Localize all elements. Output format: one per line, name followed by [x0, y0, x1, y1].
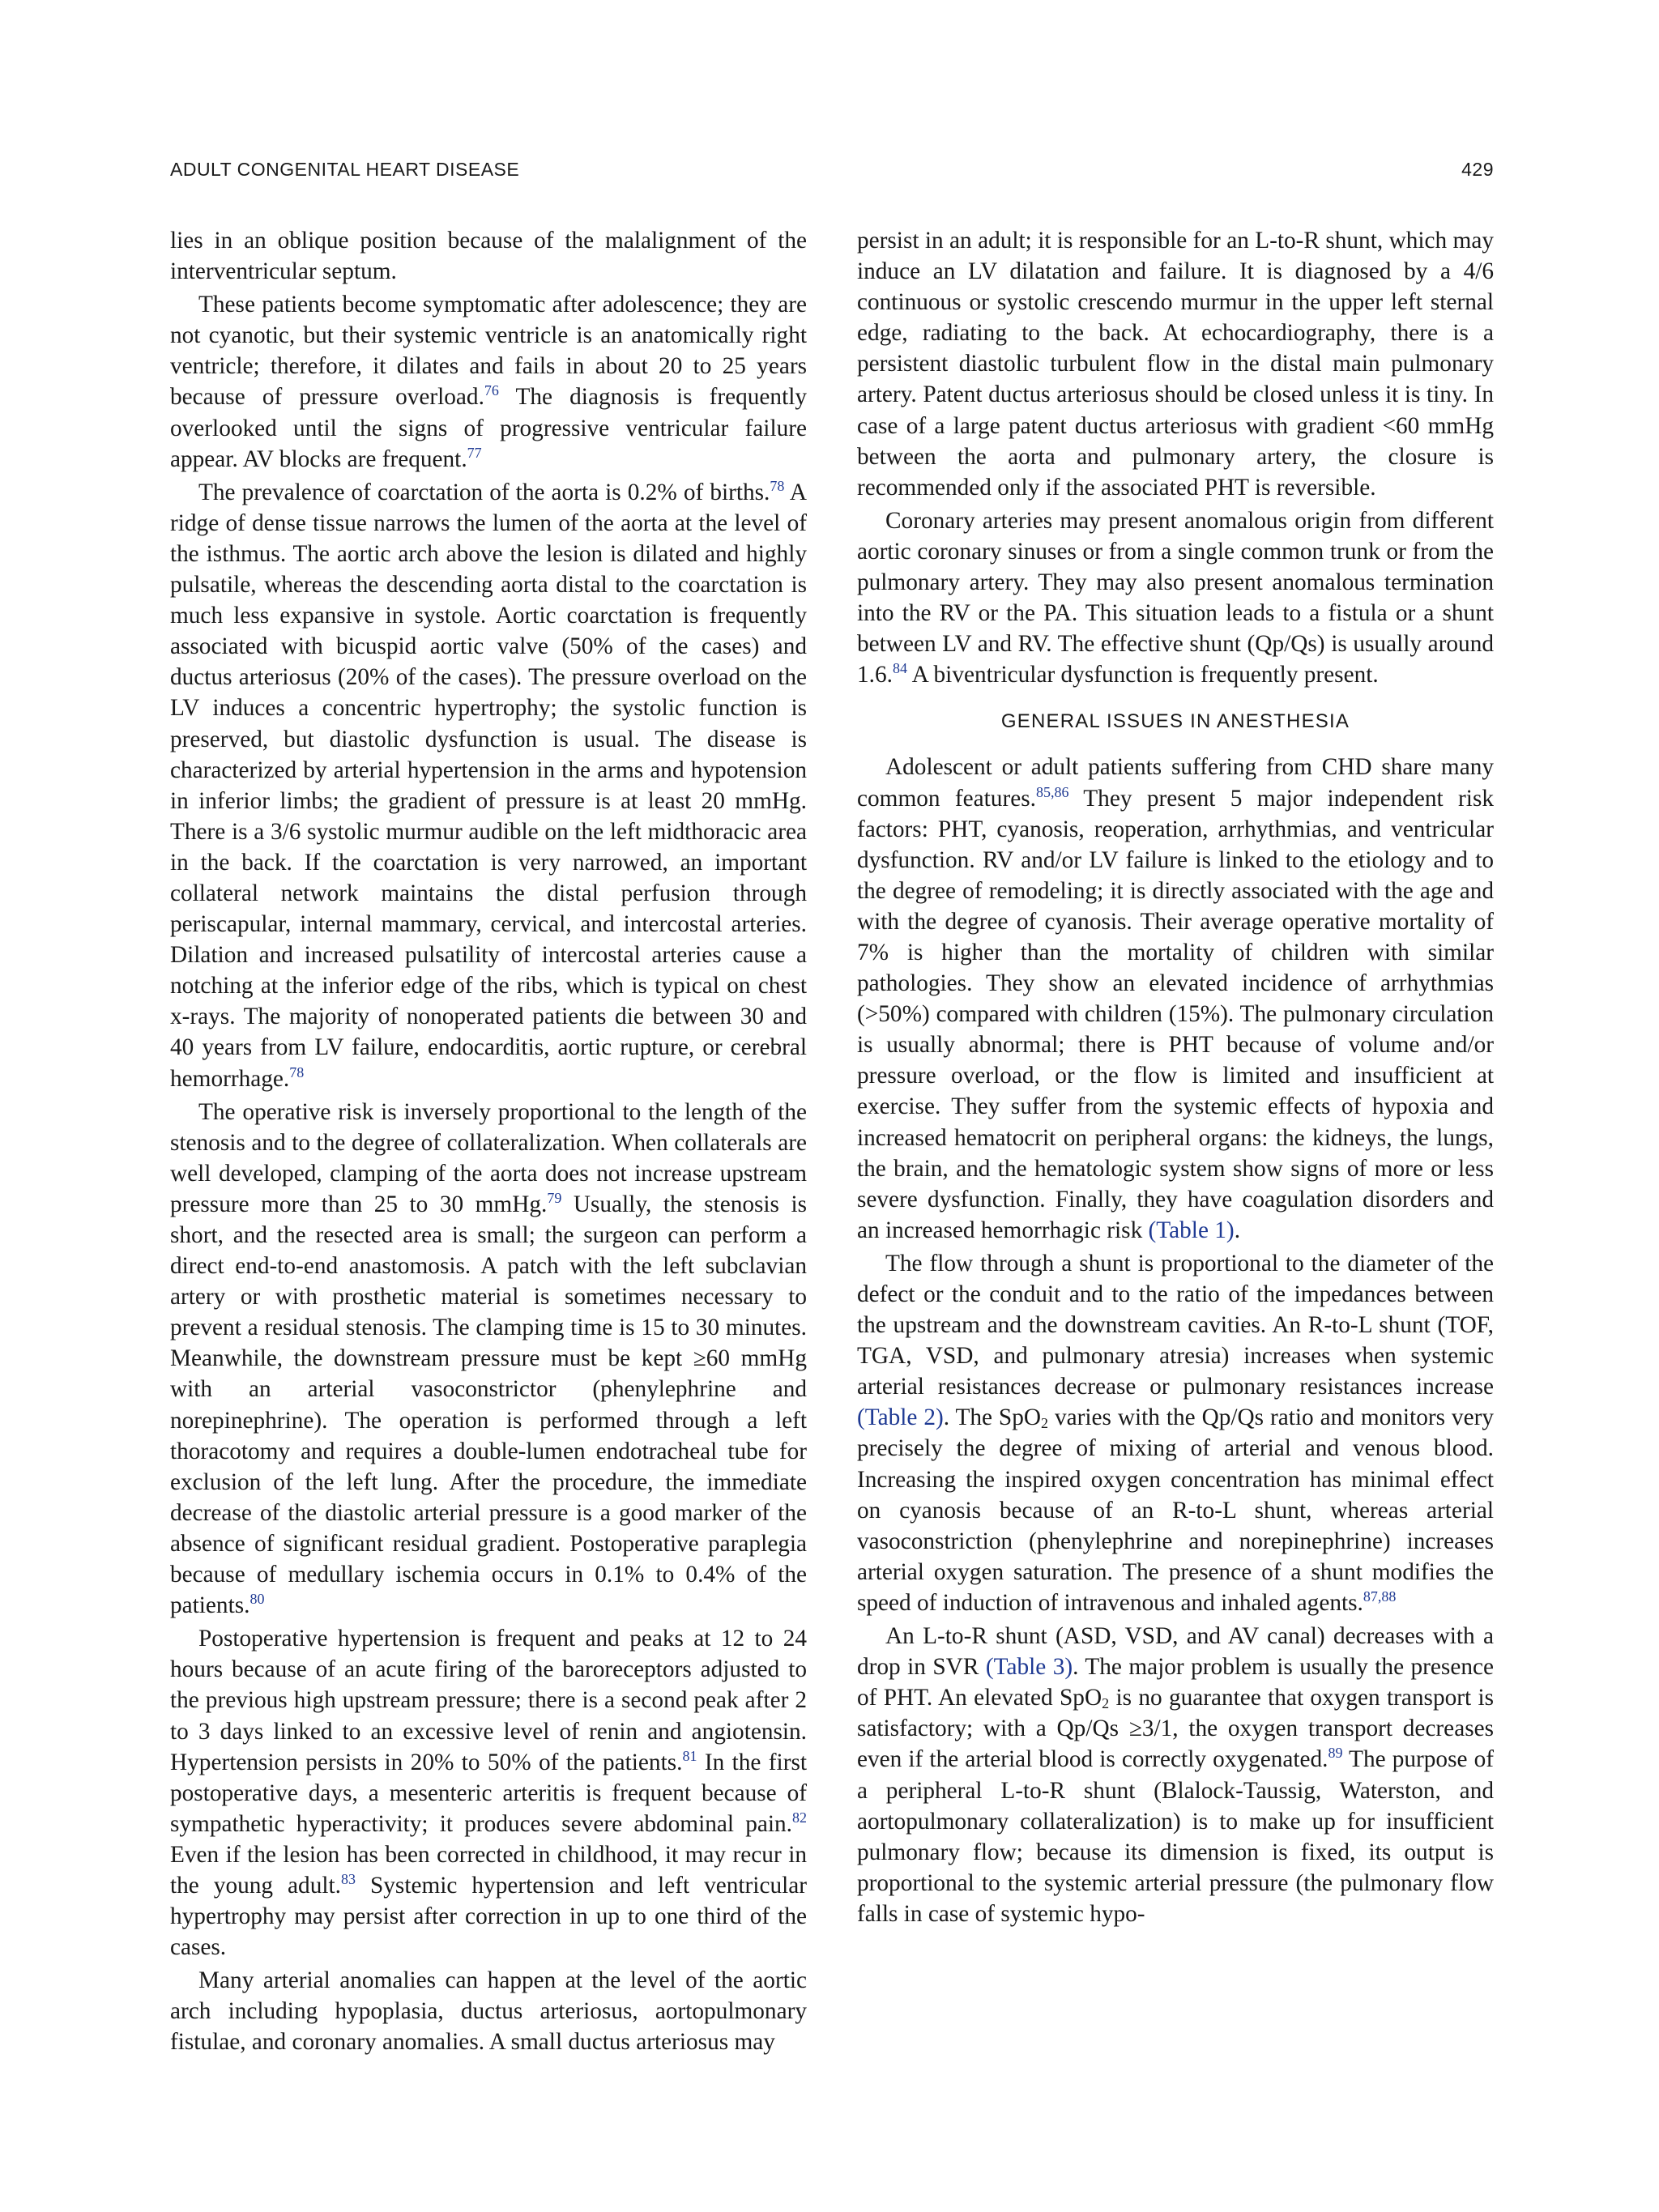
- reference-link[interactable]: 78: [770, 477, 785, 494]
- reference-link[interactable]: 76: [484, 382, 499, 399]
- section-heading: GENERAL ISSUES IN ANESTHESIA: [1000, 710, 1350, 733]
- reference-link[interactable]: 81: [682, 1747, 697, 1764]
- paragraph: [170, 225, 807, 287]
- paragraph: [857, 752, 1494, 1246]
- paragraph-text: Postoperative hypertension is frequent and peaks at 12 to 24 hours because of an acute firing of the baroreceptors adjusted to the previous high upstream pressure; there is a second peak after 2 to 3 days linked to an excessive level of renin and angiotensin. Hypertension persists in 20% to 50% of the patients.: [170, 1626, 807, 1775]
- reference-link[interactable]: 79: [547, 1189, 562, 1206]
- paragraph-text: The diagnosis is frequently overlooked until the signs of progressive ventricular failure appear. AV blocks are frequent.: [170, 384, 807, 472]
- paragraph: [857, 1248, 1494, 1618]
- paragraph: [170, 1623, 807, 1963]
- reference-link[interactable]: 82: [792, 1809, 807, 1826]
- reference-link[interactable]: 77: [467, 444, 482, 461]
- paragraph-text: Coronary arteries may present anomalous origin from different aortic coronary sinuses or from a single common trunk or from the pulmonary artery. They may also present anomalous termination into the RV or the PA. This situation leads to a fistula or a shunt between LV and RV. The effective shunt (Qp/Qs) is usually around 1.6.: [857, 507, 1494, 688]
- paragraph-text: They present 5 major independent risk factors: PHT, cyanosis, reoperation, arrhythmias, and ventricular dysfunction. RV and/or LV failure is linked to the etiology and to the degree of remodeling; it is directly associated with the age and with the degree of cyanosis. Their average operative mortality of 7% is higher than the mortality of children with similar pathologies. They show an elevated incidence of arrhythmias (>50%) compared with children (15%). The pulmonary circulation is usually abnormal; there is PHT because of volume and/or pressure overload, or the flow is limited and insufficient at exercise. They suffer from the systemic effects of hypoxia and increased hematocrit on peripheral organs: the kidneys, the lungs, the brain, and the hematologic system show signs of more or less severe dysfunction. Finally, they have coagulation disorders and an increased hemorrhagic risk: [857, 785, 1495, 1243]
- paragraph: [170, 289, 807, 475]
- reference-link[interactable]: 89: [1328, 1745, 1343, 1762]
- reference-link[interactable]: 83: [340, 1870, 356, 1887]
- right-column: [857, 225, 1494, 1932]
- left-column: [170, 225, 807, 2061]
- table-link[interactable]: (Table 2): [857, 1404, 944, 1431]
- paragraph-text: The purpose of a peripheral L-to-R shunt (Blalock-Taussig, Waterston, and aortopulmonary collateralization) is to make up for insufficient pulmonary flow; because its dimension is fixed, its output is proportional to the systemic arterial pressure (the pulmonary flow falls in case of systemic hypo-: [857, 1746, 1494, 1927]
- subscript: 2: [1041, 1415, 1049, 1432]
- table-link[interactable]: (Table 3): [985, 1654, 1073, 1681]
- paragraph-text: The operative risk is inversely proportional to the length of the stenosis and to the degree of collateralization. When collaterals are well developed, clamping of the aorta does not increase upstream pressure more than 25 to 30 mmHg.: [170, 1098, 807, 1217]
- paragraph-text: The prevalence of coarctation of the aorta is 0.2% of births.: [198, 479, 770, 505]
- paragraph: [170, 1097, 807, 1622]
- paragraph-text: .: [1234, 1217, 1241, 1243]
- reference-link[interactable]: 80: [249, 1591, 265, 1608]
- paragraph-text: varies with the Qp/Qs ratio and monitors very precisely the degree of mixing of arterial and venous blood. Increasing the inspired oxygen concentration has minimal effect on cyanosis because of an R-to-L shunt, whereas arterial vasoconstriction (phenylephrine and norepinephrine) increases arterial oxygen saturation. The presence of a shunt modifies the speed of induction of intravenous and inhaled agents.: [857, 1404, 1494, 1616]
- paragraph-text: These patients become symptomatic after adolescence; they are not cyanotic, but their systemic ventricle is an anatomically right ventricle; therefore, it dilates and fails in about 20 to 25 years because of pressure overload.: [170, 292, 807, 411]
- reference-link[interactable]: 78: [289, 1063, 305, 1080]
- paragraph-text: lies in an oblique position because of the malalignment of the interventricular septum.: [170, 228, 807, 285]
- paragraph-text: persist in an adult; it is responsible for an L-to-R shunt, which may induce an LV dilatation and failure. It is diagnosed by a 4/6 continuous or systolic crescendo murmur in the upper left sternal edge, radiating to the back. At echocardiography, there is a persistent diastolic turbulent flow in the distal main pulmonary artery. Patent ductus arteriosus should be closed unless it is tiny. In case of a large patent ductus arteriosus with gradient <60 mmHg between the aorta and pulmonary artery, the closure is recommended only if the associated PHT is reversible.: [857, 228, 1494, 501]
- page-number: 429: [1461, 159, 1494, 180]
- paragraph: [857, 505, 1494, 691]
- paragraph-text: A biventricular dysfunction is frequently present.: [906, 662, 1379, 688]
- table-link[interactable]: (Table 1): [1148, 1217, 1235, 1243]
- paragraph-text: In the first postoperative days, a mesenteric arteritis is frequent because of sympathetic hyperactivity; it produces severe abdominal pain.: [170, 1749, 807, 1837]
- paragraph-text: The flow through a shunt is proportional to the diameter of the defect or the conduit and to the ratio of the impedances between the upstream and the downstream cavities. An R-to-L shunt (TOF, TGA, VSD, and pulmonary atresia) increases when systemic arterial resistances decrease or pulmonary resistances increase: [857, 1250, 1494, 1400]
- paragraph-text: Even if the lesion has been corrected in childhood, it may recur in the young adult.: [170, 1841, 807, 1899]
- paragraph: [857, 225, 1494, 503]
- paragraph-text: . The major problem is usually the presence of PHT. An elevated SpO: [857, 1654, 1494, 1711]
- reference-link[interactable]: 85,86: [1035, 783, 1069, 800]
- paragraph-text: Usually, the stenosis is short, and the resected area is small; the surgeon can perform a direct end-to-end anastomosis. A patch with the left subclavian artery or with prosthetic material is sometimes necessary to prevent a residual stenosis. The clamping time is 15 to 30 minutes. Meanwhile, the downstream pressure must be kept ≥60 mmHg with an arterial vasoconstrictor (phenylephrine and norepinephrine). The operation is performed through a left thoracotomy and requires a double-lumen endotracheal tube for exclusion of the left lung. After the procedure, the immediate decrease of the diastolic arterial pressure is a good marker of the absence of significant residual gradient. Postoperative paraplegia because of medullary ischemia occurs in 0.1% to 0.4% of the patients.: [170, 1191, 807, 1619]
- paragraph-text: Many arterial anomalies can happen at the level of the aortic arch including hypoplasia, ductus arteriosus, aortopulmonary fistulae, and coronary anomalies. A small ductus arteriosus may: [170, 1967, 807, 2056]
- paragraph: [170, 1965, 807, 2057]
- paragraph: [170, 477, 807, 1094]
- paragraph-text: is no guarantee that oxygen transport is satisfactory; with a Qp/Qs ≥3/1, the oxygen transport decreases even if the arterial blood is correctly oxygenated.: [857, 1685, 1495, 1773]
- paragraph-text: Adolescent or adult patients suffering from CHD share many common features.: [857, 754, 1494, 812]
- running-head: [170, 159, 1494, 183]
- paragraph: [857, 1621, 1494, 1929]
- paragraph-text: Systemic hypertension and left ventricular hypertrophy may persist after correction in up to one third of the cases.: [170, 1872, 807, 1961]
- paragraph-text: A ridge of dense tissue narrows the lumen of the aorta at the level of the isthmus. The aortic arch above the lesion is dilated and highly pulsatile, whereas the descending aorta distal to the coarctation is much less expansive in systole. Aortic coarctation is frequently associated with bicuspid aortic valve (50% of the cases) and ductus arteriosus (20% of the cases). The pressure overload on the LV induces a concentric hypertrophy; the systolic function is preserved, but diastolic dysfunction is usual. The disease is characterized by arterial hypertension in the arms and hypotension in inferior limbs; the gradient of pressure is at least 20 mmHg. There is a 3/6 systolic murmur audible on the left midthoracic area in the back. If the coarctation is very narrowed, an important collateral network maintains the distal perfusion through periscapular, internal mammary, cervical, and intercostal arteries. Dilation and increased pulsatility of intercostal arteries cause a notching at the inferior edge of the ribs, which is typical on chest x-rays. The majority of nonoperated patients die between 30 and 40 years from LV failure, endocarditis, aortic rupture, or cerebral hemorrhage.: [170, 479, 807, 1092]
- subscript: 2: [1102, 1695, 1110, 1712]
- paragraph-text: . The SpO: [943, 1404, 1042, 1431]
- running-head-title: ADULT CONGENITAL HEART DISEASE: [170, 159, 520, 180]
- paragraph-text: An L-to-R shunt (ASD, VSD, and AV canal) decreases with a drop in SVR: [857, 1623, 1494, 1681]
- reference-link[interactable]: 84: [892, 660, 907, 677]
- reference-link[interactable]: 87,88: [1363, 1588, 1397, 1605]
